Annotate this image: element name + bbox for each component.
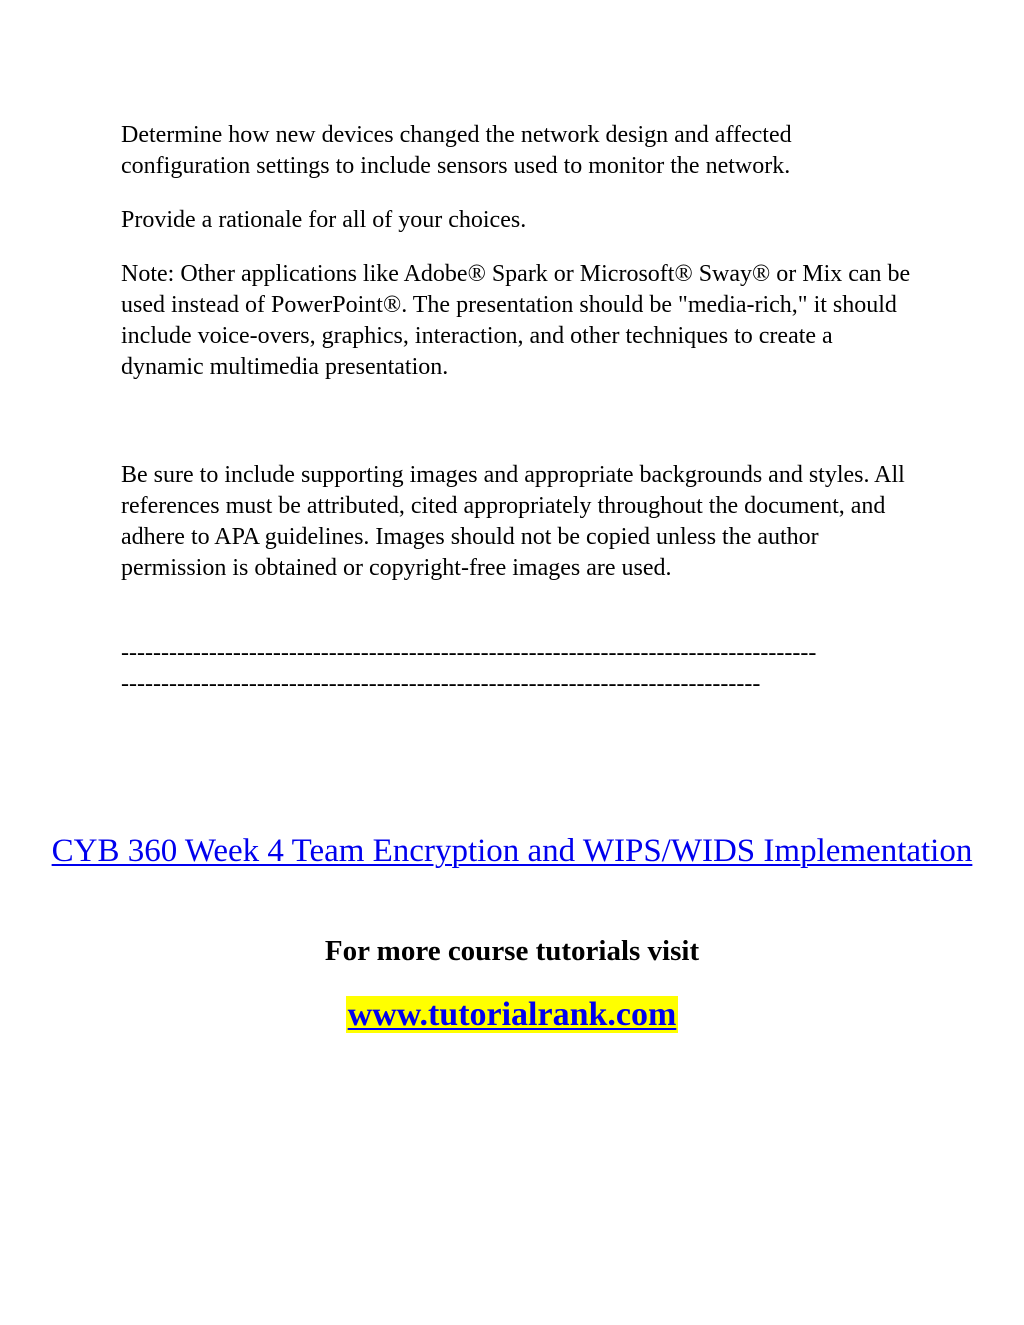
separator-line: --------------------------------------------------------------------------------------- bbox=[121, 640, 817, 666]
website-highlight bbox=[346, 996, 679, 1033]
course-title bbox=[0, 832, 1024, 870]
course-title-link[interactable]: CYB 360 Week 4 Team Encryption and WIPS/WIDS Implementation bbox=[51, 833, 973, 869]
visit-text: For more course tutorials visit bbox=[324, 935, 700, 967]
paragraph-network-design: Determine how new devices changed the network design and affected configuration settings to include sensors used to monitor the network. bbox=[121, 122, 792, 179]
paragraph-rationale: Provide a rationale for all of your choices. bbox=[121, 207, 527, 233]
paragraph-note: Note: Other applications like Adobe® Spark or Microsoft® Sway® or Mix can be used instead of PowerPoint®. The presentation should be "media-rich," it should include voice-overs, graphics, interaction, and other techniques to create a dynamic multimedia presentation. bbox=[121, 261, 911, 380]
website-line bbox=[0, 994, 1024, 1036]
website-link[interactable]: www.tutorialrank.com bbox=[347, 996, 677, 1033]
paragraph-supporting-images: Be sure to include supporting images and appropriate backgrounds and styles. All references must be attributed, cited appropriately throughout the document, and adhere to APA guidelines. Images should not be copied unless the author permission is obtained or copyright-free images are used. bbox=[121, 462, 905, 581]
separator-line: -------------------------------------------------------------------------------- bbox=[121, 671, 761, 697]
